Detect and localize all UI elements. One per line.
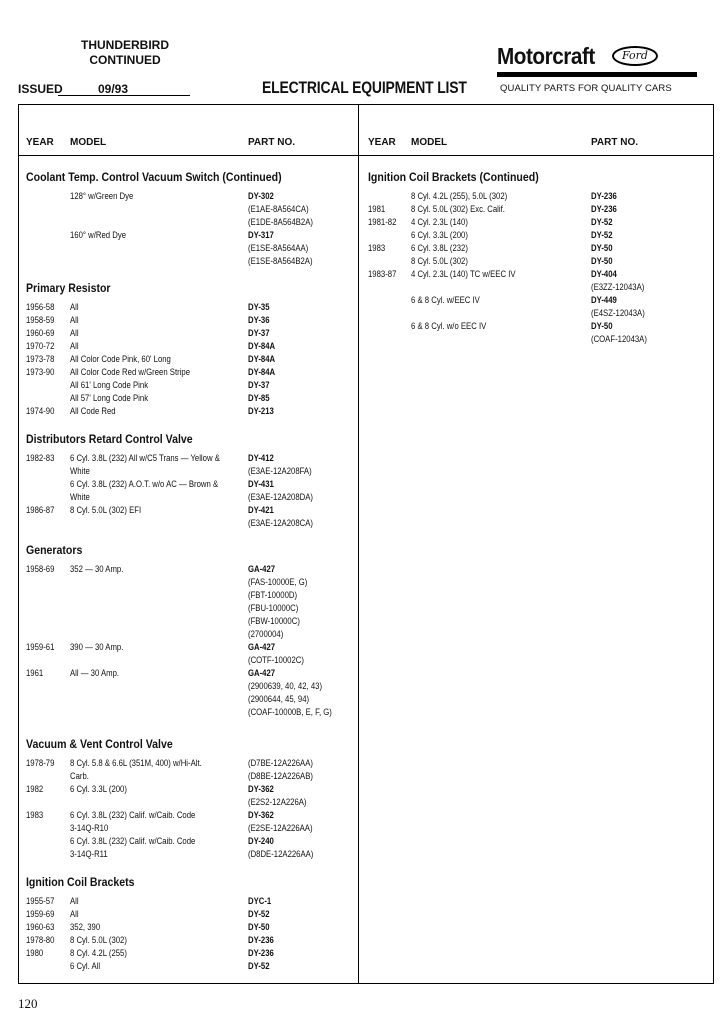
section-title: Ignition Coil Brackets (Continued) <box>368 170 539 184</box>
column-divider <box>358 104 359 984</box>
part-cell: GA-427 <box>248 668 276 678</box>
section-title: Generators <box>26 543 83 557</box>
part-cell: DY-449 <box>591 295 617 305</box>
part-cell: DY-362 <box>248 810 274 820</box>
table-row <box>26 366 346 379</box>
part-cell: (E1AE-8A564CA) <box>248 204 309 214</box>
table-row <box>26 405 346 418</box>
left-header-rule <box>18 155 358 156</box>
issued-date: 09/93 <box>97 82 129 96</box>
model-cell: 6 Cyl. 3.8L (232) Calif. w/Caib. Code <box>70 810 196 820</box>
right-part-header: PART NO. <box>591 137 639 148</box>
year-cell: 1982-83 <box>26 453 55 463</box>
section-title: Ignition Coil Brackets <box>26 875 135 889</box>
motorcraft-logo: Motorcraft <box>497 43 595 69</box>
part-cell: (E4SZ-12043A) <box>591 308 645 318</box>
model-cell: 128° w/Green Dye <box>70 191 134 201</box>
part-cell: DYC-1 <box>248 896 272 906</box>
year-cell: 1970-72 <box>26 341 55 351</box>
table-row <box>368 307 688 320</box>
year-cell: 1978-80 <box>26 935 55 945</box>
model-cell: 6 Cyl. 3.8L (232) Calif. w/Caib. Code <box>70 836 196 846</box>
table-row <box>26 314 346 327</box>
part-cell: DY-84A <box>248 341 276 351</box>
table-row <box>26 960 346 973</box>
part-cell: DY-302 <box>248 191 274 201</box>
model-cell: 8 Cyl. 4.2L (255), 5.0L (302) <box>411 191 508 201</box>
part-cell: DY-36 <box>248 315 270 325</box>
part-cell: (E3AE-12A208CA) <box>248 518 313 528</box>
part-cell: DY-50 <box>248 922 270 932</box>
model-cell: 6 Cyl. 3.8L (232) <box>411 243 468 253</box>
left-part-header: PART NO. <box>248 137 296 148</box>
page-number: 120 <box>18 996 38 1011</box>
part-cell: DY-52 <box>591 217 613 227</box>
model-cell: 160° w/Red Dye <box>70 230 127 240</box>
table-row <box>368 190 688 203</box>
part-cell: DY-421 <box>248 505 274 515</box>
part-cell: DY-52 <box>248 961 270 971</box>
part-cell: (D8DE-12A226AA) <box>248 849 314 859</box>
year-cell: 1983 <box>26 810 44 820</box>
table-row <box>368 255 688 268</box>
part-cell: (E1DE-8A564B2A) <box>248 217 313 227</box>
table-row <box>26 783 346 796</box>
part-cell: (COAF-12043A) <box>591 334 647 344</box>
year-cell: 1986-87 <box>26 505 55 515</box>
table-row <box>26 908 346 921</box>
table-row <box>368 294 688 307</box>
part-cell: DY-412 <box>248 453 274 463</box>
part-cell: (E2S2-12A226A) <box>248 797 307 807</box>
part-cell: (COAF-10000B, E, F, G) <box>248 707 332 717</box>
table-row <box>368 216 688 229</box>
model-cell: 4 Cyl. 2.3L (140) TC w/EEC IV <box>411 269 516 279</box>
table-row <box>26 934 346 947</box>
model-cell: 6 Cyl. 3.8L (232) A.O.T. w/o AC — Brown & <box>70 479 219 489</box>
table-row <box>26 706 346 719</box>
part-cell: (2900639, 40, 42, 43) <box>248 681 323 691</box>
table-row <box>26 203 346 216</box>
table-row <box>368 203 688 216</box>
part-cell: (D8BE-12A226AB) <box>248 771 313 781</box>
model-cell: All 57' Long Code Pink <box>70 393 149 403</box>
year-cell: 1983 <box>368 243 386 253</box>
year-cell: 1983-87 <box>368 269 397 279</box>
model-cell: 4 Cyl. 2.3L (140) <box>411 217 468 227</box>
model-cell: All <box>70 896 79 906</box>
part-cell: DY-236 <box>248 948 274 958</box>
part-cell: (D7BE-12A226AA) <box>248 758 313 768</box>
model-cell: 6 & 8 Cyl. w/EEC IV <box>411 295 480 305</box>
part-cell: DY-85 <box>248 393 270 403</box>
part-cell: DY-362 <box>248 784 274 794</box>
model-cell: 8 Cyl. 5.0L (302) EFI <box>70 505 142 515</box>
model-cell: All — 30 Amp. <box>70 668 120 678</box>
document-title: ELECTRICAL EQUIPMENT LIST <box>262 78 467 97</box>
table-row <box>26 465 346 478</box>
table-row <box>26 242 346 255</box>
table-row <box>26 301 346 314</box>
model-cell: 6 & 8 Cyl. w/o EEC IV <box>411 321 487 331</box>
brand-tagline: QUALITY PARTS FOR QUALITY CARS <box>500 83 672 94</box>
model-cell: All Code Red <box>70 406 116 416</box>
right-header-rule <box>358 155 714 156</box>
table-row <box>26 392 346 405</box>
part-cell: DY-52 <box>248 909 270 919</box>
table-row <box>26 628 346 641</box>
model-cell: 6 Cyl. 3.3L (200) <box>411 230 468 240</box>
section-title: Distributors Retard Control Valve <box>26 432 193 446</box>
year-cell: 1958-59 <box>26 315 55 325</box>
model-cell: All Color Code Pink, 60' Long <box>70 354 171 364</box>
model-cell: All <box>70 909 79 919</box>
section-title: Primary Resistor <box>26 281 111 295</box>
part-cell: (E3AE-12A208DA) <box>248 492 313 502</box>
part-cell: DY-236 <box>248 935 274 945</box>
model-cell: 6 Cyl. 3.3L (200) <box>70 784 127 794</box>
year-cell: 1973-90 <box>26 367 55 377</box>
part-cell: (FBW-10000C) <box>248 616 300 626</box>
table-row <box>26 576 346 589</box>
part-cell: (E1SE-8A564AA) <box>248 243 309 253</box>
table-row <box>368 242 688 255</box>
right-year-header: YEAR <box>368 137 396 148</box>
table-row <box>26 327 346 340</box>
year-cell: 1978-79 <box>26 758 55 768</box>
table-row <box>26 654 346 667</box>
table-row <box>26 216 346 229</box>
part-cell: DY-50 <box>591 321 613 331</box>
table-row <box>26 947 346 960</box>
model-cell: 6 Cyl. 3.8L (232) All w/C5 Trans — Yellow & <box>70 453 220 463</box>
part-cell: DY-213 <box>248 406 274 416</box>
model-cell: 6 Cyl. All <box>70 961 101 971</box>
table-row <box>26 667 346 680</box>
year-cell: 1961 <box>26 668 44 678</box>
table-row <box>26 921 346 934</box>
year-cell: 1982 <box>26 784 44 794</box>
year-cell: 1980 <box>26 948 44 958</box>
table-row <box>26 809 346 822</box>
table-row <box>26 770 346 783</box>
part-cell: DY-236 <box>591 204 617 214</box>
year-cell: 1981-82 <box>368 217 397 227</box>
table-row <box>26 340 346 353</box>
part-cell: DY-52 <box>591 230 613 240</box>
part-cell: (E3AE-12A208FA) <box>248 466 312 476</box>
part-cell: GA-427 <box>248 642 276 652</box>
year-cell: 1981 <box>368 204 386 214</box>
year-cell: 1959-61 <box>26 642 55 652</box>
part-cell: DY-84A <box>248 354 276 364</box>
table-row <box>26 190 346 203</box>
year-cell: 1960-69 <box>26 328 55 338</box>
table-row <box>26 602 346 615</box>
left-year-header: YEAR <box>26 137 54 148</box>
table-row <box>368 268 688 281</box>
model-cell: 352 — 30 Amp. <box>70 564 124 574</box>
part-cell: DY-240 <box>248 836 274 846</box>
table-row <box>26 379 346 392</box>
table-row <box>26 491 346 504</box>
table-row <box>26 478 346 491</box>
table-row <box>26 353 346 366</box>
year-cell: 1974-90 <box>26 406 55 416</box>
model-cell: All <box>70 341 79 351</box>
table-row <box>26 504 346 517</box>
table-row <box>26 255 346 268</box>
part-cell: DY-317 <box>248 230 274 240</box>
table-row <box>26 895 346 908</box>
ford-logo-icon: Ford <box>612 46 658 66</box>
table-row <box>26 229 346 242</box>
table-row <box>26 641 346 654</box>
table-row <box>26 563 346 576</box>
table-row <box>26 452 346 465</box>
table-row <box>26 615 346 628</box>
table-row <box>368 281 688 294</box>
table-row <box>26 517 346 530</box>
right-model-header: MODEL <box>411 137 448 148</box>
left-model-header: MODEL <box>70 137 107 148</box>
table-row <box>368 320 688 333</box>
part-cell: GA-427 <box>248 564 276 574</box>
year-cell: 1959-69 <box>26 909 55 919</box>
part-cell: DY-404 <box>591 269 617 279</box>
table-row <box>26 796 346 809</box>
model-cell: Carb. <box>70 771 89 781</box>
part-cell: DY-50 <box>591 243 613 253</box>
model-cell: 8 Cyl. 4.2L (255) <box>70 948 127 958</box>
model-cell: White <box>70 466 90 476</box>
part-cell: DY-37 <box>248 328 270 338</box>
part-cell: (E1SE-8A564B2A) <box>248 256 313 266</box>
year-cell: 1958-69 <box>26 564 55 574</box>
part-cell: (FAS-10000E, G) <box>248 577 308 587</box>
model-cell: White <box>70 492 90 502</box>
table-row <box>26 589 346 602</box>
part-cell: DY-431 <box>248 479 274 489</box>
model-cell: All <box>70 315 79 325</box>
model-cell: 3-14Q-R11 <box>70 849 108 859</box>
part-cell: (COTF-10002C) <box>248 655 304 665</box>
model-heading <box>60 38 190 68</box>
year-cell: 1960-63 <box>26 922 55 932</box>
part-cell: DY-84A <box>248 367 276 377</box>
model-cell: 8 Cyl. 5.0L (302) <box>411 256 468 266</box>
model-cell: All <box>70 328 79 338</box>
table-row <box>26 835 346 848</box>
part-cell: (E3ZZ-12043A) <box>591 282 645 292</box>
part-cell: (2700004) <box>248 629 284 639</box>
model-cell: All 61' Long Code Pink <box>70 380 149 390</box>
model-cell: All Color Code Red w/Green Stripe <box>70 367 191 377</box>
year-cell: 1973-78 <box>26 354 55 364</box>
part-cell: DY-236 <box>591 191 617 201</box>
table-row <box>26 693 346 706</box>
model-cell: 8 Cyl. 5.0L (302) <box>70 935 127 945</box>
issued-label: ISSUED <box>18 82 63 96</box>
model-cell: 390 — 30 Amp. <box>70 642 124 652</box>
section-title: Vacuum & Vent Control Valve <box>26 737 173 751</box>
part-cell: (2900644, 45, 94) <box>248 694 310 704</box>
part-cell: (FBU-10000C) <box>248 603 299 613</box>
brand-bar <box>497 72 697 77</box>
table-row <box>26 848 346 861</box>
model-cell: All <box>70 302 79 312</box>
model-cell: 8 Cyl. 5.8 & 6.6L (351M, 400) w/Hi-Alt. <box>70 758 202 768</box>
model-cell: 352, 390 <box>70 922 101 932</box>
part-cell: DY-37 <box>248 380 270 390</box>
part-cell: DY-50 <box>591 256 613 266</box>
section-title: Coolant Temp. Control Vacuum Switch (Continued) <box>26 170 282 184</box>
part-cell: (E2SE-12A226AA) <box>248 823 313 833</box>
model-cell: 8 Cyl. 5.0L (302) Exc. Calif. <box>411 204 505 214</box>
table-row <box>26 680 346 693</box>
model-name: THUNDERBIRD <box>81 38 169 52</box>
table-row <box>368 229 688 242</box>
year-cell: 1955-57 <box>26 896 55 906</box>
table-row <box>26 757 346 770</box>
table-row <box>368 333 688 346</box>
part-cell: DY-35 <box>248 302 270 312</box>
model-cell: 3-14Q-R10 <box>70 823 109 833</box>
model-continued: CONTINUED <box>89 53 161 67</box>
part-cell: (FBT-10000D) <box>248 590 298 600</box>
table-row <box>26 822 346 835</box>
year-cell: 1956-58 <box>26 302 55 312</box>
